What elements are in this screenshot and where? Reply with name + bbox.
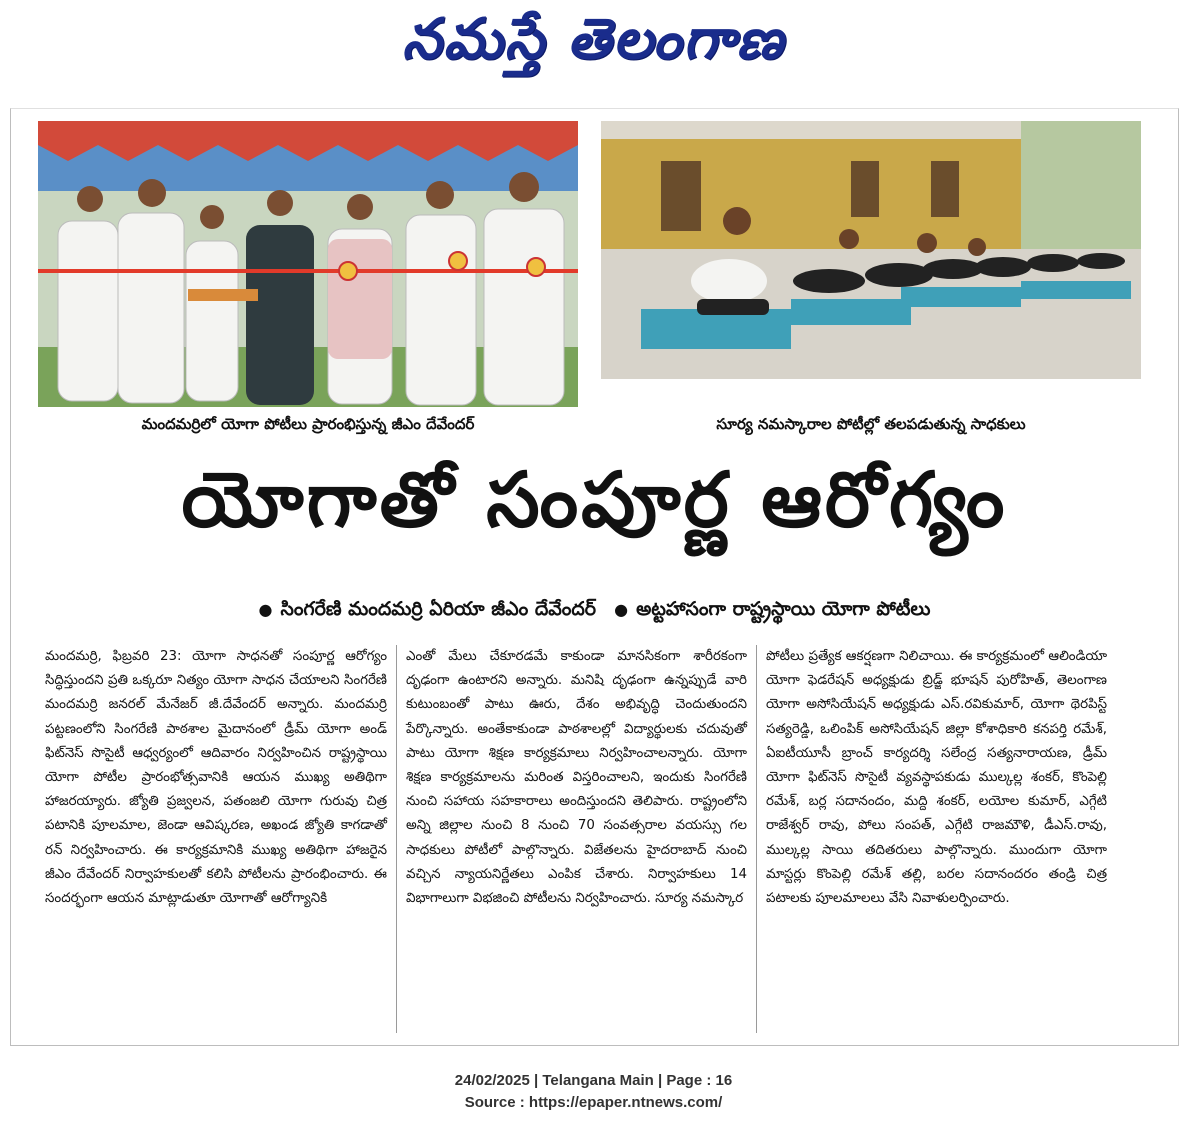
subhead-1: ● సింగరేణి మందమర్రి ఏరియా జీఎం దేవేందర్ bbox=[258, 597, 597, 620]
article-body bbox=[36, 645, 1156, 1033]
photo-caption-left: మందమర్రిలో యోగా పోటీలు ప్రారంభిస్తున్న జీఎం దేవేందర్ bbox=[141, 415, 475, 433]
photo-surya-namaskar bbox=[601, 121, 1141, 379]
subheadlines bbox=[11, 595, 1178, 627]
bullet-icon: ● bbox=[614, 599, 629, 619]
newspaper-logo: నమస్తే తెలంగాణ bbox=[402, 6, 785, 72]
article-column-1: మందమర్రి, ఫిబ్రవరి 23: యోగా సాధనతో సంపూర్ణ ఆరోగ్యం సిద్ధిస్తుందని ప్రతి ఒక్కరూ నిత్యం యోగా సాధన చేయాలని సింగరేణి మందమర్రి జనరల్ మేనేజర్ జీ.దేవేందర్ అన్నారు. మందమర్రి పట్టణంలోని సింగరేణి పాఠశాల మైదానంలో డ్రీమ్ యోగా అండ్ ఫిట్‌నెస్ సొసైటీ ఆధ్వర్యంలో ఆదివారం నిర్వహించిన రాష్ట్రస్థాయి యోగా పోటీల ప్రారంభోత్సవానికి ఆయన ముఖ్య అతిథిగా హాజరయ్యారు. జ్యోతి ప్రజ్వలన, పతంజలి యోగా గురువు చిత్ర పటానికి పూలమాల, జెండా ఆవిష్కరణ, అఖండ జ్యోతి కాగడాతో రన్ నిర్వహించారు. ఈ కార్యక్రమానికి ముఖ్య అతిథిగా హాజరైన జీఎం దేవేందర్ నిర్వాహకులతో కలిసి పోటీలను ప్రారంభించారు. ఈ సందర్భంగా ఆయన మాట్లాడుతూ యోగాతో ఆరోగ్యానికి bbox=[45, 649, 387, 907]
bullet-icon: ● bbox=[258, 599, 273, 619]
article-column-2: ఎంతో మేలు చేకూరడమే కాకుండా మానసికంగా శారీరకంగా దృఢంగా ఉంటారని అన్నారు. మనిషి దృఢంగా ఉన్నప్పుడే వారి కుటుంబంతో పాటు ఊరు, దేశం అభివృద్ధి చెందుతుందని పేర్కొన్నారు. అంతేకాకుండా పాఠశాలల్లో విద్యార్థులకు చదువుతో పాటు యోగా శిక్షణ కార్యక్రమాలు నిర్వహించాలన్నారు. యోగా శిక్షణ కార్యక్రమాలను మరింత విస్తరించాలని, ఇందుకు సింగరేణి నుంచి సహాయ సహకారాలు అందిస్తుందని తెలిపారు. రాష్ట్రంలోని అన్ని జిల్లాల నుంచి 8 నుంచి 70 సంవత్సరాల వయస్సు గల సాధకులు పోటీలో పాల్గొన్నారు. విజేతలను హైదరాబాద్ నుంచి వచ్చిన న్యాయనిర్ణేతలు ఎంపిక చేశారు. నిర్వాహకులు 14 విభాగాలుగా విభజించి పోటీలను నిర్వహించారు. సూర్య నమస్కార bbox=[396, 645, 756, 1033]
headline: యోగాతో సంపూర్ణ ఆరోగ్యం bbox=[181, 455, 1008, 544]
subhead-2: ● అట్టహాసంగా రాష్ట్రస్థాయి యోగా పోటీలు bbox=[614, 597, 931, 620]
article-column-3: పోటీలు ప్రత్యేక ఆకర్షణగా నిలిచాయి. ఈ కార్యక్రమంలో ఆలిండియా యోగా ఫెడరేషన్ అధ్యక్షుడు బ్రిడ్జ్ భూషన్ పురోహిత్, తెలంగాణ యోగా అసోసియేషన్ అధ్యక్షుడు ఎస్.రవికుమార్, యోగా థెరపిస్ట్ సత్యరెడ్డి, ఒలింపిక్ అసోసియేషన్ జిల్లా కోశాధికారి కనపర్తి రమేశ్, ఏఐటీయూసీ బ్రాంచ్ కార్యదర్శి సలేంద్ర సత్యనారాయణ, డ్రీమ్ యోగా ఫిట్‌నెస్ సొసైటీ వ్యవస్థాపకుడు ముల్కల్ల శంకర్, కొంపెల్లి రమేశ్, బర్ల సదానందం, మద్ది శంకర్, లయోల కుమార్, ఎగ్గేటి రాజేశ్వర్ రావు, పోలు సంపత్, ఎగ్గేటి రాజమౌళి, డీఎస్.రావు, ముల్కల్ల సాయి తదితరులు పాల్గొన్నారు. ముందుగా యోగా మాస్టర్లు కొంపెల్లి రమేశ్ తల్లి, బరల సదానందరం తండ్రి చిత్ర పటాలకు పూలమాలలు వేసి నివాళులర్పించారు. bbox=[756, 645, 1116, 1033]
source-link[interactable]: Source : https://epaper.ntnews.com/ bbox=[464, 1094, 723, 1111]
photo-caption-right: సూర్య నమస్కారాల పోటీల్లో తలపడుతున్న సాధకులు bbox=[716, 415, 1026, 433]
masthead bbox=[0, 0, 1187, 92]
news-clipping bbox=[10, 108, 1179, 1046]
edition-info: 24/02/2025 | Telangana Main | Page : 16 bbox=[454, 1072, 733, 1089]
footer bbox=[0, 1070, 1187, 1114]
photo-yoga-inauguration bbox=[38, 121, 578, 407]
